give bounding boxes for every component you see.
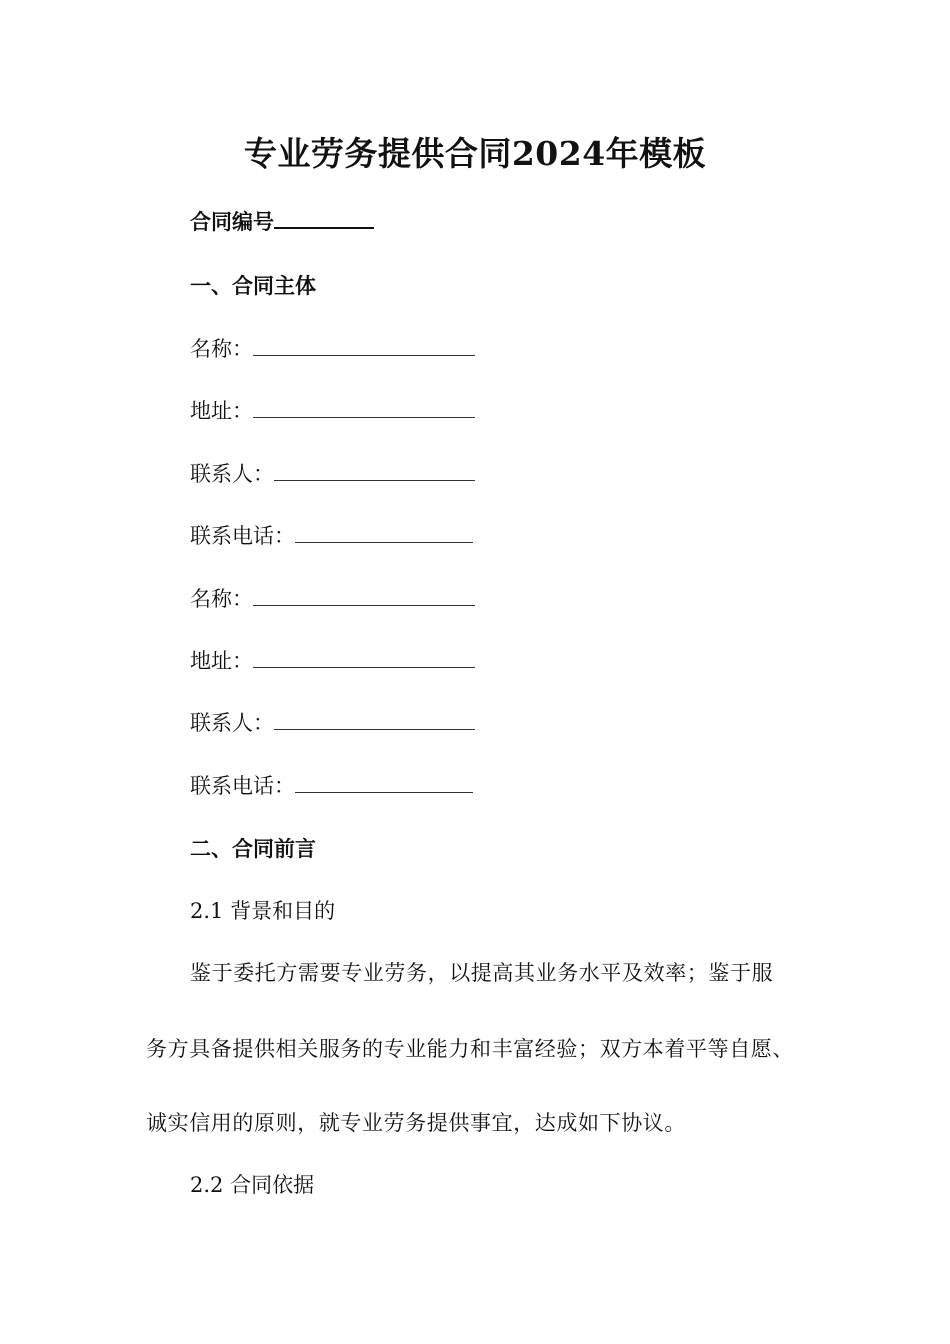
party-b-phone-blank — [295, 772, 473, 793]
section2-heading: 二、合同前言 — [190, 836, 316, 861]
party-a-address-label: 地址： — [190, 399, 253, 423]
contract-number-blank — [274, 207, 374, 229]
party-b-address-row — [190, 645, 475, 675]
party-a-name-row — [190, 333, 475, 363]
party-b-phone-label: 联系电话： — [190, 774, 295, 798]
contract-number-row — [190, 206, 374, 236]
paragraph-line-3: 诚实信用的原则，就专业劳务提供事宜，达成如下协议。 — [146, 1111, 686, 1135]
party-b-name-row — [190, 583, 475, 613]
party-b-address-blank — [253, 647, 475, 668]
party-b-name-label: 名称： — [190, 587, 253, 611]
paragraph-line-1: 鉴于委托方需要专业劳务，以提高其业务水平及效率；鉴于服 — [190, 961, 774, 985]
party-b-name-blank — [253, 585, 475, 606]
party-a-address-row — [190, 395, 475, 425]
subsection-2-1-heading: 2.1 背景和目的 — [190, 899, 336, 923]
party-a-phone-blank — [295, 522, 473, 543]
party-b-phone-row — [190, 770, 473, 800]
party-a-contact-blank — [274, 460, 475, 481]
paragraph-line-2: 务方具备提供相关服务的专业能力和丰富经验；双方本着平等自愿、 — [146, 1037, 794, 1061]
party-b-contact-row — [190, 707, 475, 737]
contract-number-label: 合同编号 — [190, 209, 274, 234]
party-a-phone-row — [190, 520, 473, 550]
party-b-address-label: 地址： — [190, 649, 253, 673]
party-b-contact-blank — [274, 709, 475, 730]
party-a-address-blank — [253, 397, 475, 418]
party-a-contact-label: 联系人： — [190, 462, 274, 486]
section1-heading: 一、合同主体 — [190, 273, 316, 298]
party-a-phone-label: 联系电话： — [190, 524, 295, 548]
party-a-name-blank — [253, 335, 475, 356]
subsection-2-2-heading: 2.2 合同依据 — [190, 1173, 315, 1197]
document-title: 专业劳务提供合同2024年模板 — [243, 134, 707, 173]
party-b-contact-label: 联系人： — [190, 711, 274, 735]
party-a-contact-row — [190, 458, 475, 488]
party-a-name-label: 名称： — [190, 337, 253, 361]
